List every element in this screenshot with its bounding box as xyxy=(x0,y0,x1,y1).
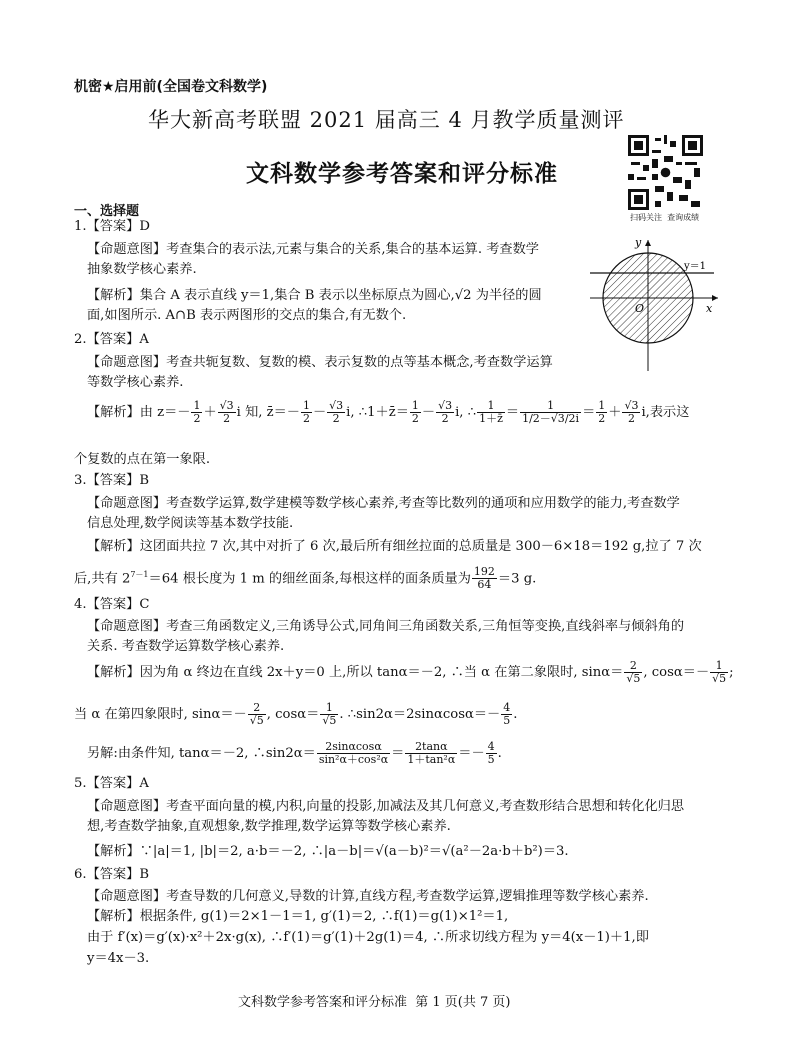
q1-intent: 抽象数学核心素养. xyxy=(87,262,197,277)
secret-line: 机密★启用前(全国卷文科数学) xyxy=(74,79,268,95)
page-title: 华大新高考联盟 2021 届高三 4 月教学质量测评 xyxy=(148,108,625,132)
x-axis-label: x xyxy=(706,302,713,315)
q5-analysis: 【解析】∵|a|＝1, |b|＝2, a·b＝－2, ∴|a－b|＝√(a－b)²＝√(a²－2a·b＋b²)＝3. xyxy=(87,844,569,859)
q1-analysis: 面,如图所示. A∩B 表示两图形的交点的集合,有无数个. xyxy=(87,308,407,323)
q4-answer: 4.【答案】C xyxy=(74,597,150,612)
q2-analysis: 【解析】由 z＝－ $\frac{1}{2}$ ＋ $\frac{√3}{2}$ i 知, z̄＝－ $\frac{1}{2}$ － $\frac{√3}{2}$ i, ∴1＋z̄＝ $\frac{1}{2}$ － $\frac{√3}{2}$ i, ∴ $\frac{1}{1+z̄}$ ＝ $\frac{1}{1/2-√3/2i}$ ＝ $\frac{1}{2}$ ＋ $\frac{√3}{2}$ i,表示这 xyxy=(87,399,690,425)
section-heading: 一、选择题 xyxy=(74,204,140,219)
origin-label: O xyxy=(635,302,645,315)
q4-intent: 【命题意图】考查三角函数定义,三角诱导公式,同角间三角函数关系,三角恒等变换,直线斜率与倾斜角的 xyxy=(87,619,685,634)
q6-analysis: 由于 f′(x)＝g′(x)·x²＋2x·g(x), ∴f′(1)＝g′(1)＋2g(1)＝4, ∴所求切线方程为 y＝4(x－1)＋1,即 xyxy=(87,930,649,945)
q1-analysis: 【解析】集合 A 表示直线 y＝1,集合 B 表示以坐标原点为圆心,√2 为半径的圆 xyxy=(87,288,542,303)
q5-answer: 5.【答案】A xyxy=(74,776,149,791)
q3-analysis: 【解析】这团面共拉 7 次,其中对折了 6 次,最后所有细丝拉面的总质量是 300－6×18＝192 g,拉了 7 次 xyxy=(87,539,702,554)
q6-analysis: y＝4x－3. xyxy=(87,951,150,966)
qr-code xyxy=(628,135,703,210)
q3-intent: 【命题意图】考查数学运算,数学建模等数学核心素养,考查等比数列的通项和应用数学的能力,考查数学 xyxy=(87,496,680,511)
q2-answer: 2.【答案】A xyxy=(74,332,149,347)
y-axis-label: y xyxy=(635,236,642,249)
q2-intent: 等数学核心素养. xyxy=(87,375,184,390)
q1-answer: 1.【答案】D xyxy=(74,219,150,234)
line-label: y＝1 xyxy=(684,261,707,272)
q5-intent: 【命题意图】考查平面向量的模,内积,向量的投影,加减法及其几何意义,考查数形结合思想和转化化归思 xyxy=(87,799,685,814)
qr-caption: 扫码关注 查询成绩 xyxy=(630,213,700,222)
q6-answer: 6.【答案】B xyxy=(74,867,150,882)
q3-answer: 3.【答案】B xyxy=(74,473,150,488)
q3-analysis: 后,共有 $2^{7-1}=64$ 根长度为 1 m 的细丝面条,每根这样的面条质量为 $\frac{192}{64}$ ＝3 g. xyxy=(74,565,537,592)
page-footer: 文科数学参考答案和评分标准 第 1 页(共 7 页) xyxy=(238,995,511,1010)
q6-intent: 【命题意图】考查导数的几何意义,导数的计算,直线方程,考查数学运算,逻辑推理等数学核心素养. xyxy=(87,889,649,904)
circle-figure xyxy=(590,236,725,371)
q2-intent: 【命题意图】考查共轭复数、复数的模、表示复数的点等基本概念,考查数学运算 xyxy=(87,355,553,370)
q4-analysis: 当 α 在第四象限时, sinα＝－ $\frac{2}{√5}$ , cosα＝ $\frac{1}{√5}$ . ∴sin2α＝2sinαcosα＝－ $\frac{4}{5}$ . xyxy=(74,701,518,727)
q4-intent: 关系. 考查数学运算数学核心素养. xyxy=(87,639,285,654)
q5-intent: 想,考查数学抽象,直观想象,数学推理,数学运算等数学核心素养. xyxy=(87,819,451,834)
q1-intent: 【命题意图】考查集合的表示法,元素与集合的关系,集合的基本运算. 考查数学 xyxy=(87,242,539,257)
q4-analysis: 【解析】因为角 α 终边在直线 2x＋y＝0 上,所以 tanα＝－2, ∴当 α 在第二象限时, sinα＝ $\frac{2}{√5}$ , cosα＝－ $\frac{1}{√5}$ ; xyxy=(87,659,734,685)
q2-analysis: 个复数的点在第一象限. xyxy=(74,452,211,467)
q3-intent: 信息处理,数学阅读等基本数学技能. xyxy=(87,516,294,531)
q4-alt-solution: 另解:由条件知, tanα＝－2, ∴sin2α＝ $\frac{2\sin\alpha\cos\alpha}{\text{sin²α＋cos²α}}$ ＝ $\frac{2\tan\alpha}{\text{1＋tan²α}}$ ＝－ $\frac{4}{5}$ . xyxy=(87,740,502,766)
page-subtitle: 文科数学参考答案和评分标准 xyxy=(246,161,558,187)
q6-analysis: 【解析】根据条件, g(1)＝2×1－1＝1, g′(1)＝2, ∴f(1)＝g(1)×1²＝1, xyxy=(87,909,509,924)
